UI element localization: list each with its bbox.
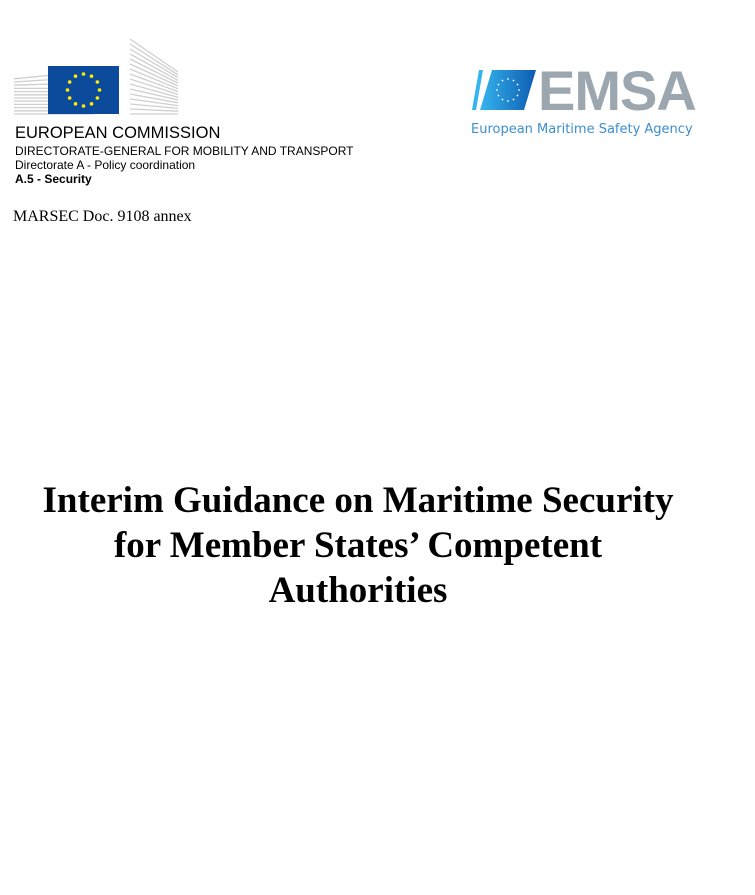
document-title [0,478,716,613]
directorate-general: DIRECTORATE-GENERAL FOR MOBILITY AND TRANSPORT [15,144,354,158]
document-reference: MARSEC Doc. 9108 annex [13,208,192,225]
unit: A.5 - Security [15,172,92,186]
title-line: Authorities [268,570,448,611]
title-line: Interim Guidance on Maritime Security [42,480,674,521]
emsa-tagline: European Maritime Safety Agency [471,122,693,137]
organization-name: EUROPEAN COMMISSION [15,124,221,142]
title-line: for Member States’ Competent [113,525,603,566]
directorate: Directorate A - Policy coordination [15,158,196,172]
european-commission-logo [12,30,184,116]
emsa-flag-icon [470,68,538,112]
emsa-wordmark: EMSA [538,59,696,122]
